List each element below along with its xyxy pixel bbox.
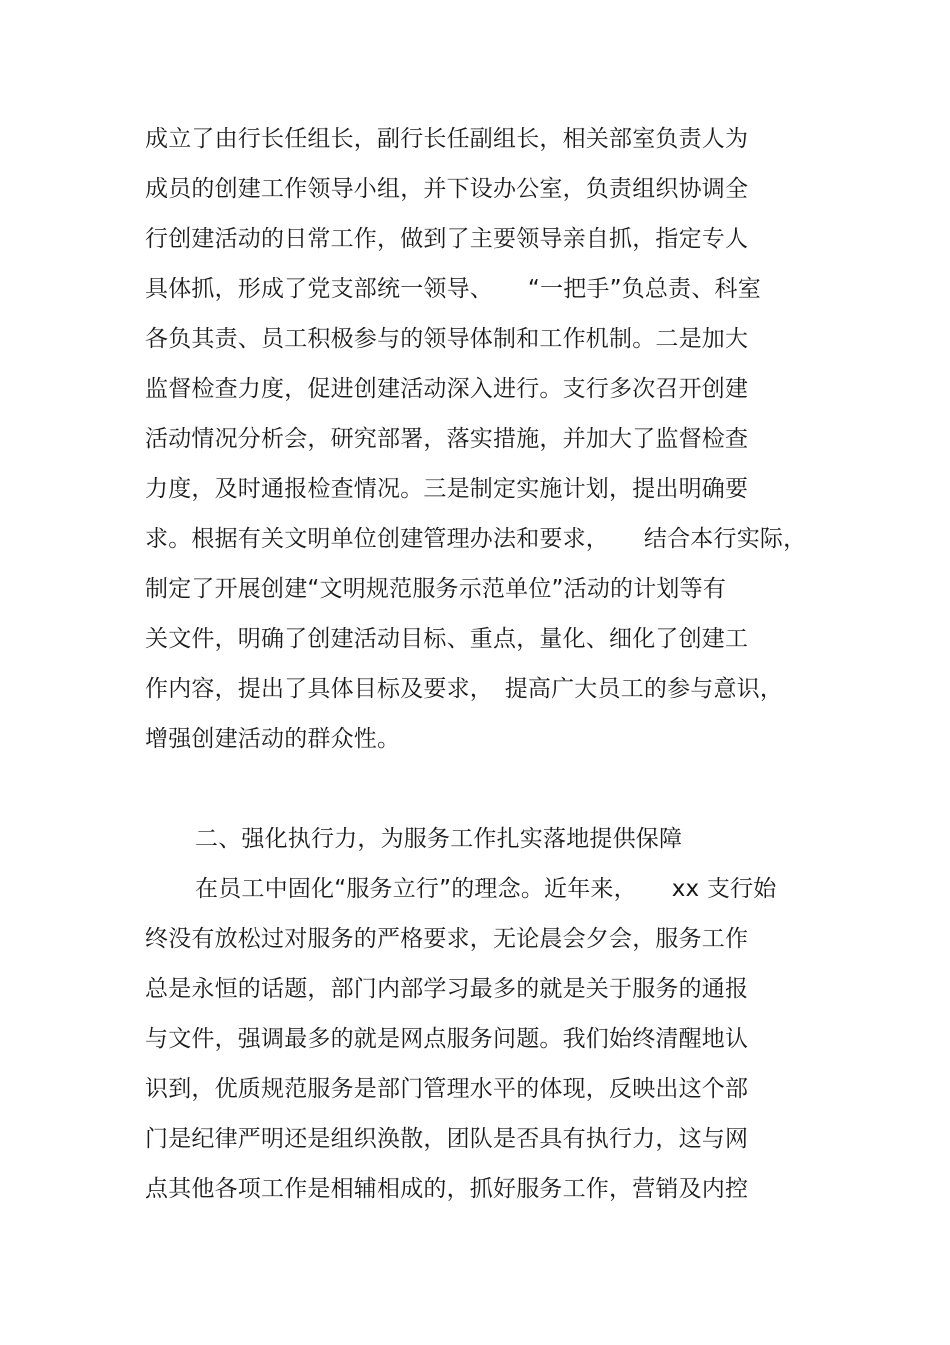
- paragraph-line: 力度，及时通报检查情况。三是制定实施计划，提出明确要: [145, 476, 749, 502]
- paragraph-line: 活动情况分析会，研究部署，落实措施，并加大了监督检查: [145, 426, 749, 452]
- paragraph-line: 关文件，明确了创建活动目标、重点，量化、细化了创建工: [145, 626, 749, 652]
- paragraph-line: 各负其责、员工积极参与的领导体制和工作机制。二是加大: [145, 326, 749, 352]
- paragraph-line: 具体抓，形成了党支部统一领导、 “一把手”负总责、科室: [145, 276, 761, 302]
- paragraph-line: 门是纪律严明还是组织涣散，团队是否具有执行力，这与网: [145, 1126, 749, 1152]
- paragraph-line: 作内容，提出了具体目标及要求， 提高广大员工的参与意识，: [145, 676, 784, 702]
- paragraph-line: 终没有放松过对服务的严格要求，无论晨会夕会，服务工作: [145, 926, 749, 952]
- paragraph-line: 点其他各项工作是相辅相成的，抓好服务工作，营销及内控: [145, 1176, 749, 1202]
- paragraph-line: 增强创建活动的群众性。: [145, 726, 401, 752]
- paragraph-line: 在员工中固化“服务立行”的理念。近年来， xx 支行始: [195, 876, 777, 902]
- paragraph-line: 成立了由行长任组长，副行长任副组长，相关部室负责人为: [145, 126, 749, 152]
- paragraph-line: 成员的创建工作领导小组，并下设办公室，负责组织协调全: [145, 176, 749, 202]
- paragraph-line: 与文件，强调最多的就是网点服务问题。我们始终清醒地认: [145, 1026, 749, 1052]
- paragraph-line: 行创建活动的日常工作，做到了主要领导亲自抓，指定专人: [145, 226, 749, 252]
- paragraph-line: 求。根据有关文明单位创建管理办法和要求， 结合本行实际，: [145, 526, 807, 552]
- section-heading: 二、强化执行力，为服务工作扎实落地提供保障: [195, 826, 683, 852]
- paragraph-line: 识到，优质规范服务是部门管理水平的体现，反映出这个部: [145, 1076, 749, 1102]
- paragraph-line: 监督检查力度，促进创建活动深入进行。支行多次召开创建: [145, 376, 749, 402]
- paragraph-line: 总是永恒的话题，部门内部学习最多的就是关于服务的通报: [145, 976, 749, 1002]
- paragraph-line: 制定了开展创建“文明规范服务示范单位”活动的计划等有: [145, 576, 727, 602]
